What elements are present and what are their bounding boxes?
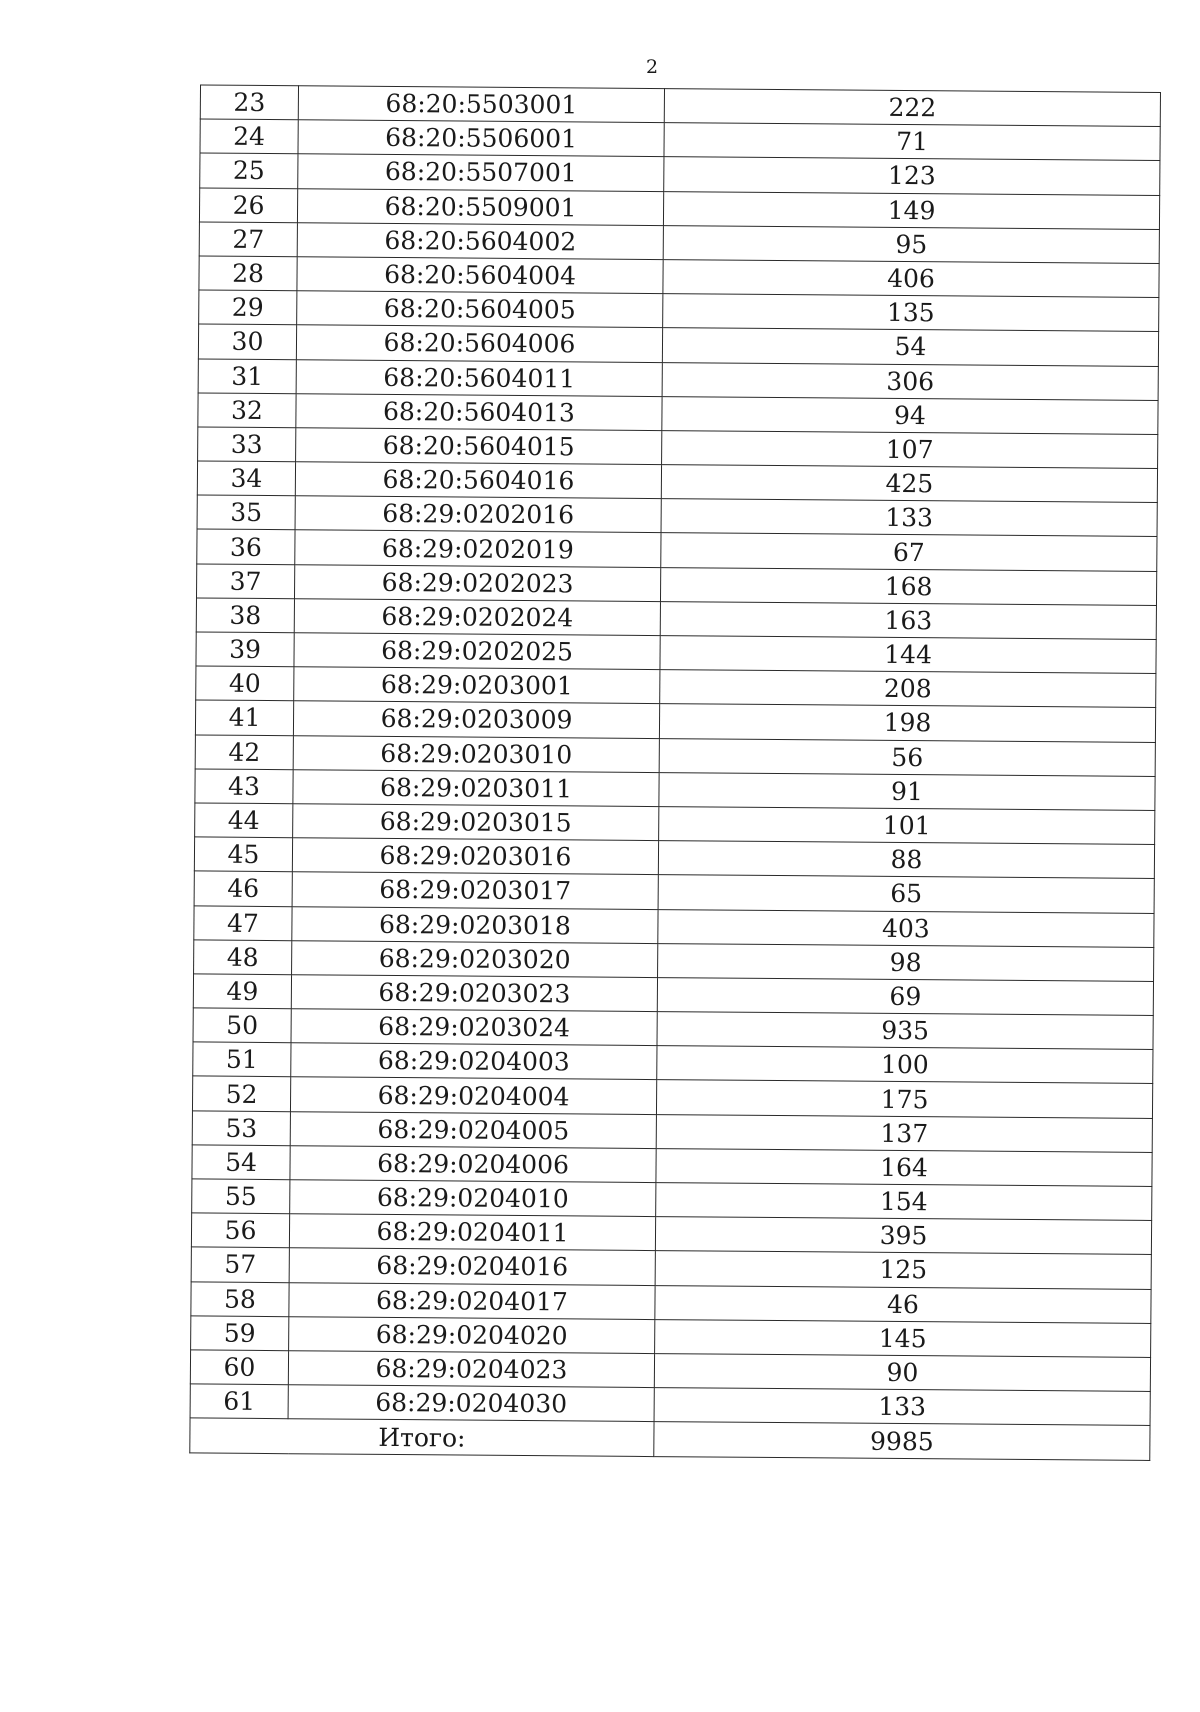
row-number-cell: 43 bbox=[195, 769, 293, 804]
row-number-cell: 36 bbox=[197, 529, 295, 564]
cadastral-code-cell: 68:29:0203016 bbox=[292, 838, 658, 875]
cadastral-code-cell: 68:29:0204006 bbox=[290, 1146, 656, 1183]
cadastral-code-cell: 68:20:5604004 bbox=[297, 257, 663, 294]
value-cell: 168 bbox=[660, 567, 1156, 605]
cadastral-code-cell: 68:20:5604002 bbox=[297, 222, 663, 259]
row-number-cell: 57 bbox=[191, 1247, 289, 1282]
value-cell: 149 bbox=[663, 191, 1159, 229]
value-cell: 98 bbox=[658, 943, 1154, 981]
cadastral-code-cell: 68:29:0203024 bbox=[291, 1009, 657, 1046]
cadastral-code-cell: 68:20:5506001 bbox=[298, 120, 664, 157]
total-row bbox=[190, 1418, 1150, 1461]
value-cell: 144 bbox=[660, 636, 1156, 674]
value-cell: 101 bbox=[659, 807, 1155, 845]
cadastral-code-cell: 68:29:0203010 bbox=[293, 735, 659, 772]
value-cell: 56 bbox=[659, 738, 1155, 776]
value-cell: 164 bbox=[656, 1148, 1152, 1186]
row-number-cell: 25 bbox=[200, 153, 298, 188]
value-cell: 100 bbox=[657, 1046, 1153, 1084]
row-number-cell: 50 bbox=[193, 1008, 291, 1043]
cadastral-code-cell: 68:29:0204003 bbox=[291, 1043, 657, 1080]
cadastral-code-cell: 68:20:5503001 bbox=[298, 86, 664, 123]
value-cell: 145 bbox=[655, 1319, 1151, 1357]
value-cell: 54 bbox=[662, 328, 1158, 366]
cadastral-code-cell: 68:29:0203015 bbox=[293, 804, 659, 841]
row-number-cell: 59 bbox=[191, 1316, 289, 1351]
row-number-cell: 47 bbox=[194, 905, 292, 940]
parcel-table-container bbox=[189, 84, 1160, 1461]
row-number-cell: 29 bbox=[199, 290, 297, 325]
row-number-cell: 54 bbox=[192, 1145, 290, 1180]
value-cell: 123 bbox=[664, 157, 1160, 195]
cadastral-code-cell: 68:29:0202019 bbox=[295, 530, 661, 567]
value-cell: 222 bbox=[664, 89, 1160, 127]
row-number-cell: 53 bbox=[192, 1111, 290, 1146]
cadastral-code-cell: 68:29:0204020 bbox=[289, 1316, 655, 1353]
value-cell: 163 bbox=[660, 601, 1156, 639]
row-number-cell: 23 bbox=[200, 85, 298, 120]
value-cell: 88 bbox=[658, 841, 1154, 879]
cadastral-code-cell: 68:29:0202023 bbox=[294, 564, 660, 601]
cadastral-code-cell: 68:29:0203020 bbox=[292, 940, 658, 977]
value-cell: 91 bbox=[659, 772, 1155, 810]
value-cell: 154 bbox=[656, 1183, 1152, 1221]
cadastral-code-cell: 68:29:0204005 bbox=[290, 1111, 656, 1148]
row-number-cell: 26 bbox=[199, 188, 297, 223]
value-cell: 95 bbox=[663, 225, 1159, 263]
cadastral-code-cell: 68:20:5604015 bbox=[296, 428, 662, 465]
cadastral-code-cell: 68:29:0203023 bbox=[291, 975, 657, 1012]
cadastral-code-cell: 68:29:0202025 bbox=[294, 633, 660, 670]
row-number-cell: 41 bbox=[195, 700, 293, 735]
row-number-cell: 48 bbox=[194, 940, 292, 975]
row-number-cell: 58 bbox=[191, 1281, 289, 1316]
row-number-cell: 56 bbox=[191, 1213, 289, 1248]
row-number-cell: 49 bbox=[193, 974, 291, 1009]
cadastral-code-cell: 68:20:5604006 bbox=[296, 325, 662, 362]
row-number-cell: 28 bbox=[199, 256, 297, 291]
row-number-cell: 45 bbox=[194, 837, 292, 872]
cadastral-code-cell: 68:29:0203009 bbox=[293, 701, 659, 738]
row-number-cell: 42 bbox=[195, 735, 293, 770]
row-number-cell: 24 bbox=[200, 119, 298, 154]
cadastral-code-cell: 68:20:5604005 bbox=[297, 291, 663, 328]
value-cell: 71 bbox=[664, 123, 1160, 161]
cadastral-code-cell: 68:29:0203018 bbox=[292, 906, 658, 943]
value-cell: 46 bbox=[655, 1285, 1151, 1323]
row-number-cell: 31 bbox=[198, 358, 296, 393]
cadastral-code-cell: 68:29:0203017 bbox=[292, 872, 658, 909]
cadastral-code-cell: 68:20:5604016 bbox=[295, 462, 661, 499]
parcel-table-body bbox=[190, 85, 1160, 1426]
cadastral-code-cell: 68:20:5604011 bbox=[296, 359, 662, 396]
cadastral-code-cell: 68:29:0203011 bbox=[293, 769, 659, 806]
page-number: 2 bbox=[645, 56, 659, 78]
row-number-cell: 61 bbox=[190, 1384, 288, 1419]
row-number-cell: 30 bbox=[198, 324, 296, 359]
cadastral-code-cell: 68:29:0202016 bbox=[295, 496, 661, 533]
value-cell: 198 bbox=[659, 704, 1155, 742]
cadastral-code-cell: 68:29:0204016 bbox=[289, 1248, 655, 1285]
cadastral-code-cell: 68:29:0202024 bbox=[294, 599, 660, 636]
row-number-cell: 46 bbox=[194, 871, 292, 906]
row-number-cell: 44 bbox=[195, 803, 293, 838]
row-number-cell: 35 bbox=[197, 495, 295, 530]
value-cell: 135 bbox=[663, 294, 1159, 332]
cadastral-code-cell: 68:29:0204011 bbox=[289, 1214, 655, 1251]
parcel-table bbox=[189, 84, 1161, 1461]
value-cell: 935 bbox=[657, 1012, 1153, 1050]
row-number-cell: 52 bbox=[192, 1076, 290, 1111]
row-number-cell: 40 bbox=[196, 666, 294, 701]
cadastral-code-cell: 68:29:0203001 bbox=[294, 667, 660, 704]
cadastral-code-cell: 68:20:5509001 bbox=[297, 188, 663, 225]
value-cell: 306 bbox=[662, 362, 1158, 400]
cadastral-code-cell: 68:29:0204004 bbox=[290, 1077, 656, 1114]
value-cell: 94 bbox=[662, 396, 1158, 434]
cadastral-code-cell: 68:29:0204017 bbox=[289, 1282, 655, 1319]
value-cell: 133 bbox=[661, 499, 1157, 537]
value-cell: 107 bbox=[662, 430, 1158, 468]
value-cell: 65 bbox=[658, 875, 1154, 913]
value-cell: 125 bbox=[655, 1251, 1151, 1289]
row-number-cell: 38 bbox=[196, 598, 294, 633]
value-cell: 403 bbox=[658, 909, 1154, 947]
total-label: Итого: bbox=[190, 1418, 654, 1457]
total-value: 9985 bbox=[654, 1422, 1150, 1461]
value-cell: 425 bbox=[661, 465, 1157, 503]
row-number-cell: 60 bbox=[190, 1350, 288, 1385]
value-cell: 395 bbox=[655, 1217, 1151, 1255]
value-cell: 406 bbox=[663, 260, 1159, 298]
value-cell: 175 bbox=[656, 1080, 1152, 1118]
cadastral-code-cell: 68:20:5604013 bbox=[296, 393, 662, 430]
row-number-cell: 34 bbox=[197, 461, 295, 496]
value-cell: 208 bbox=[660, 670, 1156, 708]
row-number-cell: 33 bbox=[198, 427, 296, 462]
value-cell: 133 bbox=[654, 1388, 1150, 1426]
row-number-cell: 37 bbox=[196, 564, 294, 599]
cadastral-code-cell: 68:29:0204023 bbox=[288, 1351, 654, 1388]
value-cell: 67 bbox=[661, 533, 1157, 571]
row-number-cell: 51 bbox=[193, 1042, 291, 1077]
row-number-cell: 27 bbox=[199, 222, 297, 257]
cadastral-code-cell: 68:20:5507001 bbox=[298, 154, 664, 191]
value-cell: 69 bbox=[657, 977, 1153, 1015]
value-cell: 90 bbox=[654, 1354, 1150, 1392]
row-number-cell: 55 bbox=[192, 1179, 290, 1214]
row-number-cell: 32 bbox=[198, 393, 296, 428]
row-number-cell: 39 bbox=[196, 632, 294, 667]
cadastral-code-cell: 68:29:0204030 bbox=[288, 1385, 654, 1422]
cadastral-code-cell: 68:29:0204010 bbox=[290, 1180, 656, 1217]
value-cell: 137 bbox=[656, 1114, 1152, 1152]
